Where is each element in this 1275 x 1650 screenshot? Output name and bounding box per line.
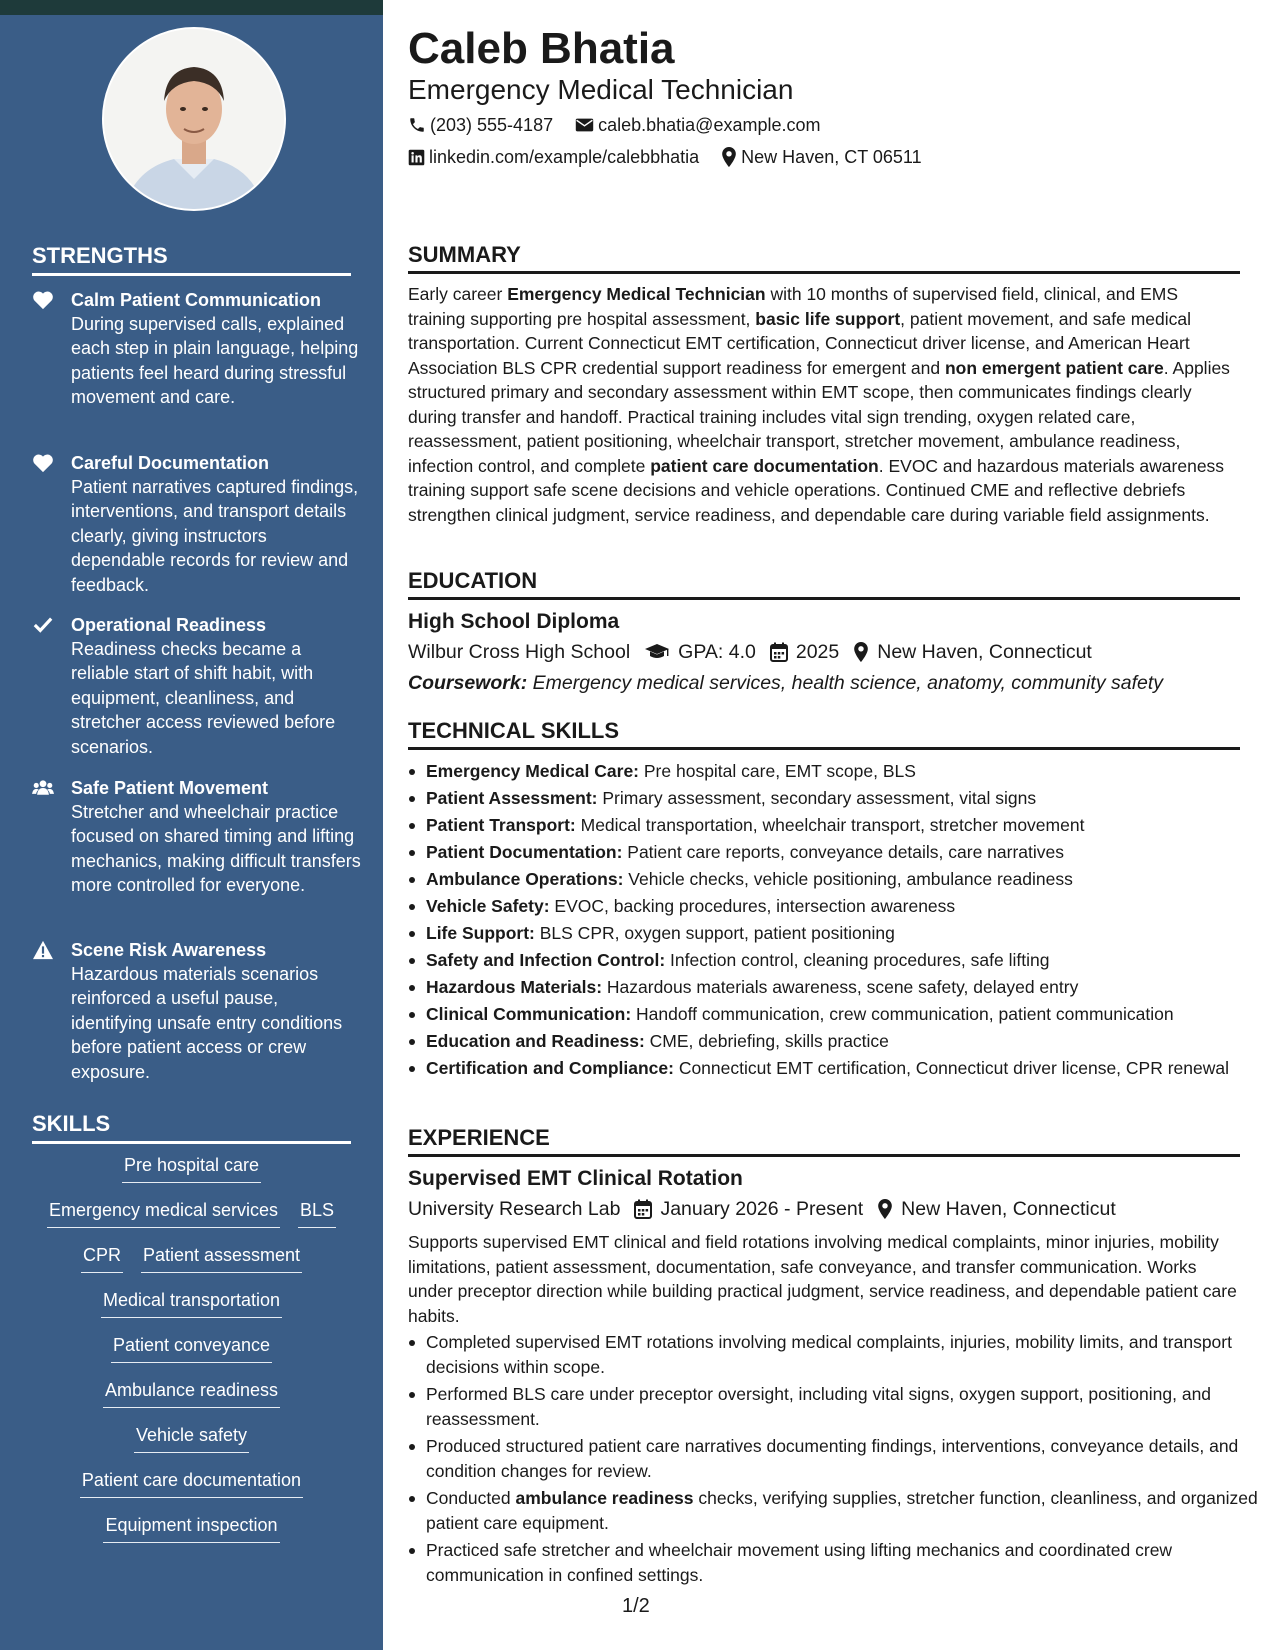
experience-meta bbox=[408, 1196, 1130, 1222]
skill-values: Medical transportation, wheelchair transport, stretcher movement bbox=[575, 815, 1085, 835]
technical-skill-item bbox=[426, 975, 1258, 1000]
strength-desc: Patient narratives captured findings, interventions, and transport details clearly, giving instructors dependable records for review and feedback. bbox=[71, 477, 359, 595]
technical-skill-item bbox=[426, 759, 1258, 784]
experience-description: Supports supervised EMT clinical and field rotations involving medical complaints, minor injuries, mobility limitations, patient assessment, documentation, safe conveyance, and transfer communication. Works under preceptor direction while building practical judgment, service readiness, and dependable patient care habits. bbox=[408, 1232, 1237, 1326]
skill-tag: BLS bbox=[298, 1197, 336, 1228]
summary-text bbox=[408, 282, 1240, 527]
experience-bullet bbox=[426, 1538, 1258, 1587]
text-run: Produced structured patient care narratives documenting findings, interventions, conveyance details, and condition changes for review. bbox=[426, 1436, 1239, 1481]
skill-values: Vehicle checks, vehicle positioning, ambulance readiness bbox=[623, 869, 1073, 889]
skill-tag: Patient conveyance bbox=[111, 1332, 272, 1363]
coursework-label: Coursework: bbox=[408, 672, 528, 694]
linkedin-icon bbox=[408, 149, 425, 166]
skill-values: Hazardous materials awareness, scene safety, delayed entry bbox=[602, 977, 1079, 997]
text-run: , patient movement, and safe medical transportation. Current Connecticut EMT certification, Connecticut driver license, and American Heart Association BLS CPR credential support readiness for emergent and bbox=[408, 308, 1192, 378]
coursework bbox=[408, 670, 1163, 696]
degree-title: High School Diploma bbox=[408, 610, 620, 633]
school-name: Wilbur Cross High School bbox=[408, 641, 631, 663]
skill-tag: Patient assessment bbox=[141, 1242, 302, 1273]
emphasis-text: patient care documentation bbox=[650, 455, 879, 476]
experience-bullet bbox=[426, 1486, 1258, 1535]
location-pin-icon bbox=[877, 1199, 893, 1219]
skill-category: Patient Documentation: bbox=[426, 842, 623, 862]
technical-skill-item bbox=[426, 840, 1258, 865]
location-pin-icon bbox=[853, 642, 869, 662]
strength-item bbox=[32, 451, 362, 597]
education-meta bbox=[408, 639, 1106, 665]
candidate-name: Caleb Bhatia bbox=[408, 24, 675, 73]
sidebar bbox=[0, 0, 383, 1650]
technical-skill-item bbox=[426, 1056, 1258, 1081]
skill-tag: CPR bbox=[81, 1242, 123, 1273]
skill-values: Infection control, cleaning procedures, safe lifting bbox=[665, 950, 1050, 970]
warning-icon bbox=[32, 940, 54, 960]
skills-heading: SKILLS bbox=[32, 1111, 351, 1144]
coursework-text: Emergency medical services, health science, anatomy, community safety bbox=[532, 672, 1164, 694]
email-link[interactable]: caleb.bhatia@example.com bbox=[598, 115, 821, 135]
users-icon bbox=[32, 778, 54, 798]
strength-desc: Hazardous materials scenarios reinforced a useful pause, identifying unsafe entry conditions before patient access or crew exposure. bbox=[71, 964, 343, 1082]
skill-values: Handoff communication, crew communication, patient communication bbox=[631, 1004, 1174, 1024]
candidate-role: Emergency Medical Technician bbox=[408, 74, 794, 105]
experience-bullet bbox=[426, 1382, 1258, 1431]
skill-values: EVOC, backing procedures, intersection awareness bbox=[549, 896, 956, 916]
experience-dates: January 2026 - Present bbox=[660, 1198, 864, 1220]
graduation-cap-icon bbox=[644, 642, 670, 662]
location-pin-icon bbox=[721, 147, 737, 167]
experience-location: New Haven, Connecticut bbox=[901, 1198, 1116, 1220]
technical-skill-item bbox=[426, 921, 1258, 946]
experience-role: Supervised EMT Clinical Rotation bbox=[408, 1167, 743, 1190]
technical-skills-heading: TECHNICAL SKILLS bbox=[408, 717, 1240, 750]
technical-skill-item bbox=[426, 867, 1258, 892]
skill-values: Patient care reports, conveyance details, care narratives bbox=[622, 842, 1065, 862]
calendar-icon bbox=[770, 642, 788, 662]
strength-desc: Stretcher and wheelchair practice focused on shared timing and lifting mechanics, making difficult transfers more controlled for everyone. bbox=[71, 802, 361, 896]
strength-item bbox=[32, 613, 362, 759]
education-heading: EDUCATION bbox=[408, 567, 1240, 600]
technical-skills-list bbox=[408, 759, 1258, 1083]
text-run: Conducted bbox=[426, 1488, 516, 1508]
phone-icon bbox=[408, 116, 426, 134]
skill-tag: Emergency medical services bbox=[47, 1197, 280, 1228]
skill-tag: Equipment inspection bbox=[103, 1512, 279, 1543]
emphasis-text: basic life support bbox=[755, 308, 901, 329]
skill-values: BLS CPR, oxygen support, patient positioning bbox=[534, 923, 895, 943]
text-run: . Applies structured primary and secondary assessment within EMT scope, then communicates findings clearly during transfer and handoff. Practical training includes vital sign trending, oxygen related care, reassessment, patient positioning, wheelchair transport, stretcher movement, ambulance readiness, infection control, and complete bbox=[408, 357, 1230, 476]
text-run: Completed supervised EMT rotations involving medical complaints, injuries, mobility limits, and transport decisions within scope. bbox=[426, 1332, 1232, 1377]
text-run: Early career bbox=[408, 284, 508, 304]
strength-item bbox=[32, 776, 362, 898]
graduation-year: 2025 bbox=[795, 641, 840, 663]
gpa: GPA: 4.0 bbox=[678, 641, 756, 663]
experience-heading: EXPERIENCE bbox=[408, 1124, 1240, 1157]
linkedin-link[interactable]: linkedin.com/example/calebbhatia bbox=[429, 147, 700, 167]
technical-skill-item bbox=[426, 1029, 1258, 1054]
skill-tag: Patient care documentation bbox=[80, 1467, 303, 1498]
skill-category: Safety and Infection Control: bbox=[426, 950, 666, 970]
strength-title: Operational Readiness bbox=[71, 615, 267, 635]
text-run: Practiced safe stretcher and wheelchair movement using lifting mechanics and coordinated crew communication in confined settings. bbox=[426, 1540, 1173, 1585]
top-accent-strip bbox=[0, 0, 383, 15]
skill-values: Primary assessment, secondary assessment, vital signs bbox=[597, 788, 1037, 808]
skill-values: Pre hospital care, EMT scope, BLS bbox=[639, 761, 916, 781]
strength-desc: During supervised calls, explained each step in plain language, helping patients feel heard during stressful movement and care. bbox=[71, 314, 359, 408]
experience-bullet bbox=[426, 1434, 1258, 1483]
organization: University Research Lab bbox=[408, 1198, 621, 1220]
strengths-heading: STRENGTHS bbox=[32, 243, 351, 276]
strength-desc: Readiness checks became a reliable start of shift habit, with equipment, cleanliness, and stretcher access reviewed before scenarios. bbox=[71, 639, 336, 757]
skill-values: Connecticut EMT certification, Connecticut driver license, CPR renewal bbox=[673, 1058, 1229, 1078]
technical-skill-item bbox=[426, 1002, 1258, 1027]
experience-bullet bbox=[426, 1330, 1258, 1379]
technical-skill-item bbox=[426, 786, 1258, 811]
location-text: New Haven, CT 06511 bbox=[741, 147, 922, 167]
skill-tag: Vehicle safety bbox=[134, 1422, 249, 1453]
emphasis-text: ambulance readiness bbox=[515, 1488, 694, 1508]
skill-category: Vehicle Safety: bbox=[426, 896, 550, 916]
strength-title: Careful Documentation bbox=[71, 453, 270, 473]
technical-skill-item bbox=[426, 894, 1258, 919]
skill-category: Ambulance Operations: bbox=[426, 869, 624, 889]
page-number: 1/2 bbox=[622, 1595, 650, 1617]
school-location: New Haven, Connecticut bbox=[877, 641, 1092, 663]
strength-title: Scene Risk Awareness bbox=[71, 940, 267, 960]
skill-category: Life Support: bbox=[426, 923, 535, 943]
calendar-icon bbox=[634, 1199, 652, 1219]
text-run: with 10 months of supervised field, clinical, and EMS training supporting pre hospital assessment, bbox=[408, 284, 1179, 329]
strength-title: Calm Patient Communication bbox=[71, 290, 322, 310]
text-run: Performed BLS care under preceptor oversight, including vital signs, oxygen support, positioning, and reassessment. bbox=[426, 1384, 1212, 1429]
profile-photo bbox=[102, 27, 286, 211]
text-run: . EVOC and hazardous materials awareness training support safe scene decisions and vehicle operations. Continued CME and reflective debriefs strengthen clinical judgment, service readiness, and dependable care during variable field assignments. bbox=[408, 455, 1225, 525]
technical-skill-item bbox=[426, 813, 1258, 838]
contact-row bbox=[408, 145, 944, 169]
contact-row bbox=[408, 113, 842, 137]
text-run: checks, verifying supplies, stretcher function, cleanliness, and organized patient care equipment. bbox=[426, 1488, 1258, 1533]
experience-bullets bbox=[408, 1330, 1258, 1590]
skill-category: Patient Assessment: bbox=[426, 788, 598, 808]
strength-title: Safe Patient Movement bbox=[71, 778, 269, 798]
summary-heading: SUMMARY bbox=[408, 241, 1240, 274]
check-icon bbox=[32, 615, 54, 635]
phone-link[interactable]: (203) 555-4187 bbox=[430, 115, 554, 135]
emphasis-text: Emergency Medical Technician bbox=[507, 284, 766, 304]
email-icon bbox=[575, 117, 594, 133]
skill-category: Clinical Communication: bbox=[426, 1004, 632, 1024]
technical-skill-item bbox=[426, 948, 1258, 973]
skill-tag: Medical transportation bbox=[101, 1287, 282, 1318]
strength-item bbox=[32, 288, 362, 410]
heart-icon bbox=[32, 290, 54, 310]
strength-item bbox=[32, 938, 362, 1084]
skill-values: CME, debriefing, skills practice bbox=[644, 1031, 889, 1051]
skill-category: Hazardous Materials: bbox=[426, 977, 603, 997]
skill-category: Certification and Compliance: bbox=[426, 1058, 674, 1078]
skill-tag: Ambulance readiness bbox=[103, 1377, 280, 1408]
skills-list bbox=[32, 1152, 351, 1557]
emphasis-text: non emergent patient care bbox=[944, 357, 1164, 378]
skill-category: Education and Readiness: bbox=[426, 1031, 645, 1051]
heart-icon bbox=[32, 453, 54, 473]
skill-tag: Pre hospital care bbox=[122, 1152, 261, 1183]
skill-category: Patient Transport: bbox=[426, 815, 576, 835]
skill-category: Emergency Medical Care: bbox=[426, 761, 640, 781]
